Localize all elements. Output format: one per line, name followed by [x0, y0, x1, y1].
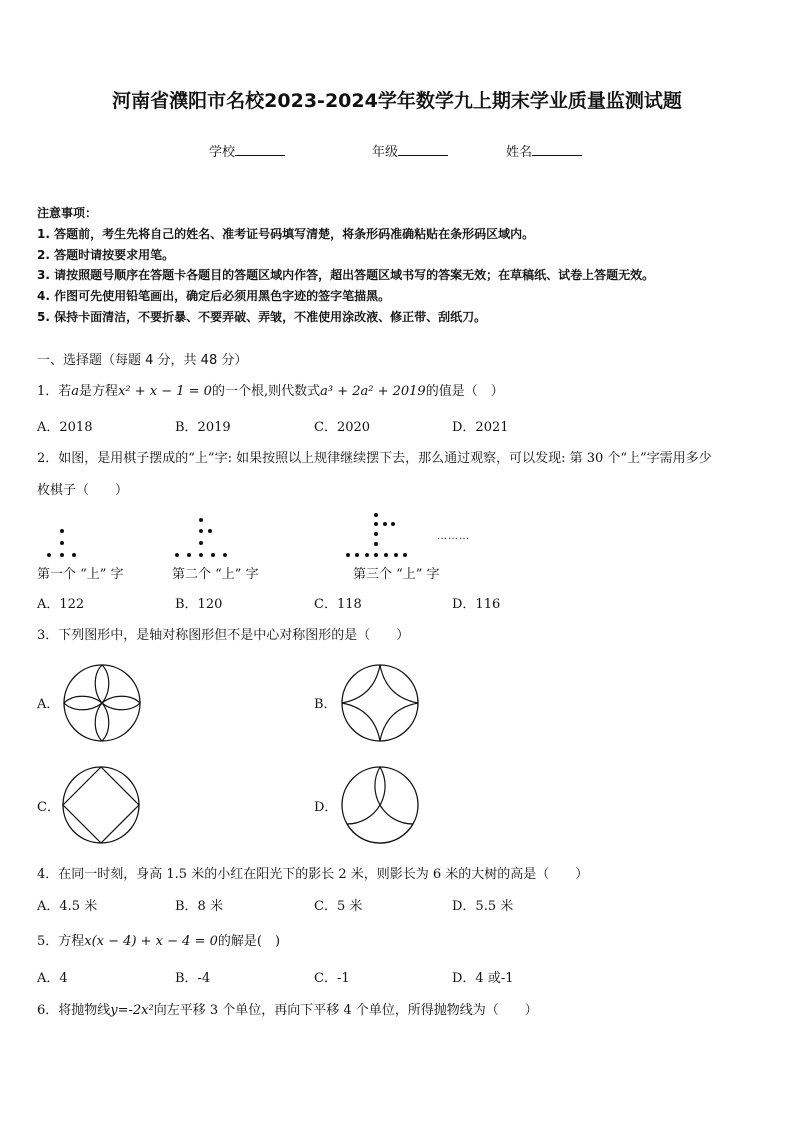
note-item: 1. 答题前，考生先将自己的姓名、准考证号码填写清楚，将条形码准确粘贴在条形码区域内。	[37, 227, 535, 241]
q2-option-d[interactable]: D．116	[452, 597, 501, 612]
q2-option-a[interactable]: A．122	[37, 597, 85, 612]
figure-label-2: 第二个 “上” 字	[172, 567, 259, 582]
figure-ellipsis: ………	[437, 531, 470, 542]
q1-option-c[interactable]: C．2020	[314, 420, 371, 435]
stone-1-5	[72, 553, 76, 557]
stone-3-1	[374, 513, 378, 517]
stone-1-2	[60, 541, 64, 545]
note-item: 3. 请按照题号顺序在答题卡各题目的答题区域内作答，超出答题区域书写的答案无效；在草稿纸、试卷上答题无效。	[37, 268, 655, 282]
q5-option-a[interactable]: A．4	[37, 971, 68, 986]
stone-3-12	[394, 553, 398, 557]
note-item: 5. 保持卡面清洁，不要折暴、不要弄破、弄皱，不准使用涂改液、修正带、刮纸刀。	[37, 310, 487, 324]
q1-option-a[interactable]: A．2018	[37, 420, 93, 435]
q3-option-a[interactable]: A．	[37, 697, 60, 712]
stone-2-2	[199, 529, 203, 533]
stone-3-9	[365, 553, 369, 557]
stone-3-8	[355, 553, 359, 557]
q3-option-c[interactable]: C．	[37, 800, 60, 815]
q1-option-b[interactable]: B．2019	[175, 420, 231, 435]
stone-3-13	[403, 553, 407, 557]
figure-a-circle-petals[interactable]	[63, 664, 141, 742]
question-5	[37, 930, 280, 949]
question-2-line1: 2．如图，是用棋子摆成的“上”字: 如果按照以上规律继续摆下去，那么通过观察，可以发现: 第 30 个“上”字需用多少	[37, 451, 712, 466]
stone-3-7	[346, 553, 350, 557]
q3-option-d[interactable]: D．	[314, 800, 338, 815]
stone-3-6	[374, 542, 378, 546]
figure-label-3: 第三个 “上” 字	[353, 567, 440, 582]
stone-1-3	[47, 553, 51, 557]
q5-prefix: 5．方程	[37, 934, 85, 949]
q4-option-a[interactable]: A．4.5 米	[37, 899, 98, 914]
note-item: 4. 作图可先使用铅笔画出，确定后必须用黑色字迹的签字笔描黑。	[37, 289, 391, 303]
q5-option-b[interactable]: B．-4	[175, 971, 211, 986]
q5-option-c[interactable]: C．-1	[314, 971, 350, 986]
stone-2-4	[199, 541, 203, 545]
q4-option-d[interactable]: D．5.5 米	[452, 899, 514, 914]
school-label: 学校	[209, 145, 236, 160]
stone-2-1	[199, 518, 203, 522]
q1-prefix: 1．若	[37, 384, 72, 399]
q4-option-c[interactable]: C．5 米	[314, 899, 363, 914]
figure-d-circle-arcs[interactable]	[341, 766, 419, 844]
q4-option-b[interactable]: B．8 米	[175, 899, 223, 914]
q1-suffix: 的值是（ ）	[425, 384, 504, 399]
q1-mid: 是方程	[79, 384, 119, 399]
q1-var: a	[71, 384, 80, 399]
stone-3-2	[374, 522, 378, 526]
stone-2-7	[199, 553, 203, 557]
question-6	[37, 999, 538, 1018]
section-heading: 一、选择题（每题 4 分，共 48 分）	[37, 353, 248, 368]
page-title: 河南省濮阳市名校2023-2024学年数学九上期末学业质量监测试题	[112, 90, 682, 112]
name-label: 姓名	[506, 145, 533, 160]
q1-mid2: 的一个根,则代数式	[211, 384, 321, 399]
stone-3-3	[383, 522, 387, 526]
notes-heading: 注意事项：	[37, 206, 98, 220]
stone-2-3	[208, 529, 212, 533]
stone-1-4	[60, 553, 64, 557]
stone-1-1	[60, 529, 64, 533]
question-2-line2: 枚棋子（ ）	[37, 483, 129, 498]
question-3: 3．下列图形中，是轴对称图形但不是中心对称图形的是（ ）	[37, 628, 410, 643]
q3-option-b[interactable]: B．	[314, 697, 337, 712]
stone-2-8	[211, 553, 215, 557]
stone-2-5	[175, 553, 179, 557]
q5-option-d[interactable]: D．4 或-1	[452, 971, 514, 986]
stone-3-5	[374, 532, 378, 536]
figure-label-1: 第一个 “上” 字	[37, 567, 124, 582]
q2-option-c[interactable]: C．118	[314, 597, 362, 612]
q5-equation: x(x − 4) + x − 4 = 0	[84, 934, 218, 949]
q6-prefix: 6．将抛物线	[37, 1003, 111, 1018]
stone-2-9	[223, 553, 227, 557]
figure-b-circle-star[interactable]	[341, 664, 419, 742]
q1-option-d[interactable]: D．2021	[452, 420, 509, 435]
stone-2-6	[187, 553, 191, 557]
question-4: 4．在同一时刻，身高 1.5 米的小红在阳光下的影长 2 米，则影长为 6 米的大树的高是（ ）	[37, 867, 589, 882]
q5-suffix: 的解是( )	[217, 934, 281, 949]
figure-c-circle-square[interactable]	[62, 766, 140, 844]
q1-equation: x² + x − 1 = 0	[118, 384, 212, 399]
stone-3-4	[391, 522, 395, 526]
q6-suffix: 向左平移 3 个单位，再向下平移 4 个单位，所得抛物线为（ ）	[153, 1003, 538, 1018]
stone-3-11	[384, 553, 388, 557]
q2-option-b[interactable]: B．120	[175, 597, 223, 612]
q1-expression: a³ + 2a² + 2019	[320, 384, 426, 399]
note-item: 2. 答题时请按要求用笔。	[37, 248, 175, 262]
stone-3-10	[374, 553, 378, 557]
grade-label: 年级	[372, 145, 399, 160]
q6-equation: y=-2x²	[110, 1003, 154, 1018]
